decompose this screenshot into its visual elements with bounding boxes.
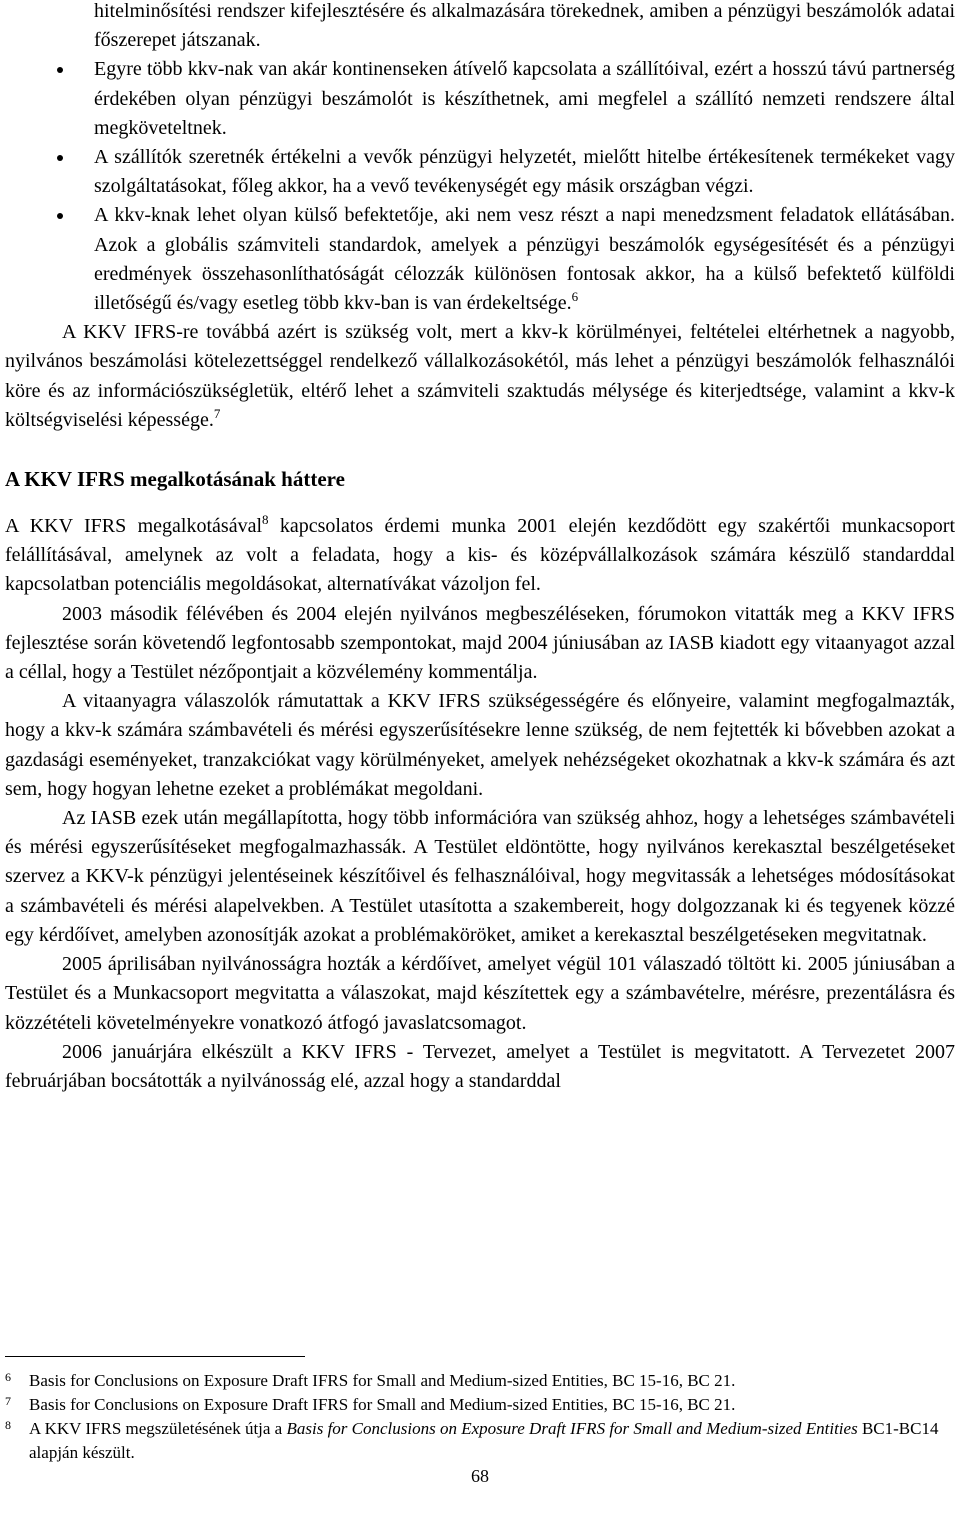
paragraph-text: kapcsolatos érdemi munka 2001 elején kezdődött egy szakértői munkacsoport felállításával, amelynek az volt a feladata, hogy a kis- és középvállalkozások számára készülő standarddal kapcsolatban potenciális megoldásokat, alternatívákat vázoljon fel.: [5, 515, 955, 596]
list-item: [5, 201, 955, 318]
footnote-text: Basis for Conclusions on Exposure Draft IFRS for Small and Medium-sized Entities, BC 15-16, BC 21.: [29, 1371, 736, 1390]
footnote-number: 8: [5, 1418, 11, 1432]
list-item: [5, 55, 955, 143]
footnote-number: 6: [5, 1370, 11, 1384]
list-item-text: A szállítók szeretnék értékelni a vevők pénzügyi helyzetét, mielőtt hitelbe értékesítenek termékeket vagy szolgáltatásokat, főleg akkor, ha a vevő tevékenységét egy másik országban végzi.: [94, 146, 955, 198]
bullet-icon: [57, 213, 63, 219]
footnote-text: BC1-BC14 alapján készült.: [29, 1419, 939, 1462]
list-item-text: A kkv-knak lehet olyan külső befektetője, aki nem vesz részt a napi menedzsment feladatok ellátásában. Azok a globális számviteli standardok, amelyek a pénzügyi beszámolók egységesítését és a pénzügyi eredmények összehasonlíthatóságát célozzák különösen fontosak akkor, ha a külső befektető külföldi illetőségű és/vagy esetleg több kkv-ban is van érdekeltsége.: [94, 204, 955, 315]
section-heading: A KKV IFRS megalkotásának háttere: [5, 467, 345, 492]
paragraph: A vitaanyagra válaszolók rámutattak a KKV IFRS szükségességére és előnyeire, valamint megfogalmazták, hogy a kkv-k számára számbavételi és mérési egyszerűsítésekre lenne szükség, de nem fejtették ki bővebben azokat a gazdasági eseményeket, tranzakciókat vagy körülményeket, amelyek nehézségeket okozhatnak a kkv-k számára és azt sem, hogy hogyan lehetne ezeket a problémákat megoldani.: [5, 690, 955, 800]
paragraph: Az IASB ezek után megállapította, hogy több információra van szükség ahhoz, hogy a lehetséges számbavételi és mérési egyszerűsítéseket megfogalmazhassák. A Testület eldöntötte, hogy nyilvános kerekasztal beszélgetéseket szervez a KKV-k pénzügyi jelentéseinek készítőivel és felhasználóival, hogy megvitassák a lehetséges módosításokat a számbavételi és mérési alapelvekben. A Testület utasította a szakembereit, hogy dolgozzanak ki és tegyenek közzé egy kérdőívet, amelyben azonosítják azokat a problémaköröket, amiket a kerekasztal beszélgetéseken megvitatnak.: [5, 807, 955, 946]
footnote-ref[interactable]: 7: [213, 405, 221, 421]
paragraph: [5, 318, 955, 435]
footnote-number: 7: [5, 1394, 11, 1408]
bullet-icon: [57, 155, 63, 161]
bullet-list: [5, 55, 955, 318]
footnote: [5, 1393, 955, 1417]
bullet-icon: [57, 67, 63, 73]
main-text: [5, 0, 955, 1096]
footnote-text: Basis for Conclusions on Exposure Draft IFRS for Small and Medium-sized Entities, BC 15-16, BC 21.: [29, 1395, 736, 1414]
footnote-ref[interactable]: 6: [571, 289, 579, 305]
continuation-paragraph: hitelminősítési rendszer kifejlesztésére és alkalmazására törekednek, amiben a pénzügyi beszámolók adatai főszerepet játszanak.: [94, 0, 955, 52]
paragraph-text: A KKV IFRS-re továbbá azért is szükség volt, mert a kkv-k körülményei, feltételei eltérhetnek a nagyobb, nyilvános beszámolási kötelezettséggel rendelkező vállalkozásokétól, más lehet a pénzügyi beszámolók felhasználói köre és az információszükségletük, eltérő lehet a számviteli szaktudás mélysége és kiterjedtsége, valamint a kkv-k költségviselési képessége.: [5, 321, 955, 431]
footnote-ref[interactable]: 8: [262, 512, 269, 528]
paragraph-text: A KKV IFRS megalkotásával: [5, 515, 263, 538]
footnote-text: A KKV IFRS megszületésének útja a: [29, 1419, 287, 1438]
page-number: 68: [471, 1466, 489, 1486]
list-item: [5, 143, 955, 201]
section-intro-paragraph: [5, 512, 955, 600]
paragraph: 2003 második félévében és 2004 elején nyilvános megbeszéléseken, fórumokon vitatták meg a KKV IFRS fejlesztése során követendő legfontosabb szempontokat, majd 2004 júniusában az IASB kiadott egy vitaanyagot azzal a céllal, hogy a Testület nézőpontjait a közvélemény kommentálja.: [5, 602, 955, 684]
paragraph: 2005 áprilisában nyilvánosságra hozták a kérdőívet, amelyet végül 101 válaszadó töltött ki. 2005 júniusában a Testület és a Munkacsoport megvitatta a válaszokat, majd készítettek egy a számbavételre, mérésre, prezentálásra és közzétételi követelményekre vonatkozó átfogó javaslatcsomagot.: [5, 953, 955, 1034]
footnotes: [5, 1369, 955, 1465]
footnote-divider: [5, 1356, 305, 1357]
list-item-text: Egyre több kkv-nak van akár kontinenseken átívelő kapcsolata a szállítóival, ezért a hosszú távú partnerség érdekében olyan pénzügyi beszámolót is készíthetnek, ami megfelel a szállító nemzeti rendszere által megköveteltnek.: [94, 58, 955, 139]
footnote: [5, 1417, 955, 1465]
paragraph: 2006 januárjára elkészült a KKV IFRS - Tervezet, amelyet a Testület is megvitatott. A Tervezetet 2007 februárjában bocsátották a nyilvánosság elé, azzal hogy a standarddal: [5, 1040, 955, 1092]
footnote: [5, 1369, 955, 1393]
footnote-title: Basis for Conclusions on Exposure Draft IFRS for Small and Medium-sized Entities: [286, 1419, 858, 1438]
